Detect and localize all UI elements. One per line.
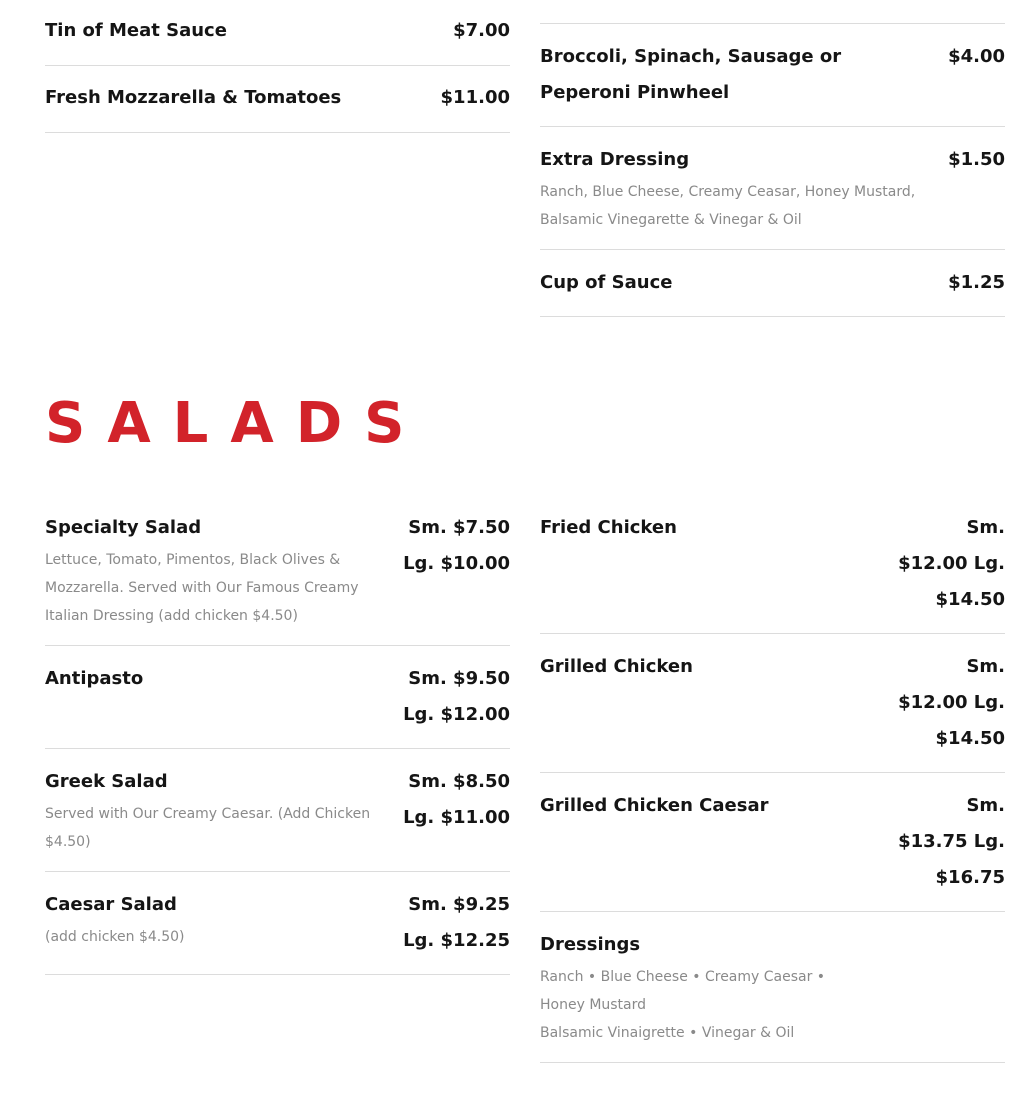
- price-large: Lg. $12.00: [403, 704, 510, 725]
- item-description: Served with Our Creamy Caesar. (Add Chicken $4.50): [45, 806, 371, 850]
- item-name: Greek Salad: [45, 771, 168, 792]
- item-name: Grilled Chicken Caesar: [540, 795, 769, 816]
- item-name: Extra Dressing: [540, 149, 690, 170]
- menu-item: [540, 127, 1005, 250]
- menu-item: [540, 912, 1005, 1063]
- menu-item: [45, 646, 510, 749]
- menu-item: [45, 13, 510, 66]
- menu-item: [540, 634, 1005, 773]
- item-price: Sm. $12.00 Lg. $14.50: [898, 656, 1005, 749]
- price-small: Sm. $9.50: [408, 668, 510, 689]
- price-small: Sm. $7.50: [408, 517, 510, 538]
- item-name: Caesar Salad: [45, 894, 177, 915]
- item-name: Fried Chicken: [540, 517, 677, 538]
- item-price: $7.00: [453, 20, 510, 41]
- item-name: Antipasto: [45, 668, 144, 689]
- menu-item: [45, 749, 510, 872]
- item-description: Ranch, Blue Cheese, Creamy Ceasar, Honey Mustard, Balsamic Vinegarette & Vinegar & Oil: [540, 184, 916, 228]
- top-left-column: [45, 13, 510, 133]
- item-price: $1.25: [948, 272, 1005, 293]
- item-name: Broccoli, Spinach, Sausage or Peperoni Pinwheel: [540, 46, 842, 103]
- menu-item: [45, 510, 510, 646]
- menu-item: [45, 66, 510, 133]
- menu-item: [540, 773, 1005, 912]
- price-large: Lg. $11.00: [403, 807, 510, 828]
- item-price: [393, 764, 510, 836]
- item-description: Ranch • Blue Cheese • Creamy Caesar • Honey Mustard: [540, 969, 826, 1013]
- menu-item: [540, 250, 1005, 317]
- menu-item: [540, 510, 1005, 634]
- item-name: Tin of Meat Sauce: [45, 20, 227, 41]
- item-price: [393, 661, 510, 733]
- menu-item: [45, 872, 510, 975]
- item-description: (add chicken $4.50): [45, 929, 185, 945]
- top-right-column: [540, 23, 1005, 317]
- item-description: Lettuce, Tomato, Pimentos, Black Olives & Mozzarella. Served with Our Famous Creamy Italian Dressing (add chicken $4.50): [45, 552, 359, 624]
- item-name: Dressings: [540, 934, 641, 955]
- section-title-salads: SALADS: [45, 391, 427, 456]
- salads-right-column: [540, 510, 1005, 1063]
- item-price: Sm. $12.00 Lg. $14.50: [898, 517, 1005, 610]
- salads-left-column: [45, 510, 510, 975]
- menu-item: [540, 24, 1005, 127]
- item-name: Specialty Salad: [45, 517, 202, 538]
- item-description: Balsamic Vinaigrette • Vinegar & Oil: [540, 1025, 795, 1041]
- item-price: [393, 887, 510, 959]
- item-name: Grilled Chicken: [540, 656, 693, 677]
- item-price: $11.00: [440, 87, 510, 108]
- item-name: Fresh Mozzarella & Tomatoes: [45, 87, 342, 108]
- price-large: Lg. $10.00: [403, 553, 510, 574]
- item-price: $4.00: [948, 46, 1005, 67]
- price-large: Lg. $12.25: [403, 930, 510, 951]
- item-price: Sm. $13.75 Lg. $16.75: [898, 795, 1005, 888]
- item-price: [393, 510, 510, 582]
- item-price: $1.50: [948, 149, 1005, 170]
- price-small: Sm. $9.25: [408, 894, 510, 915]
- price-small: Sm. $8.50: [408, 771, 510, 792]
- item-name: Cup of Sauce: [540, 272, 673, 293]
